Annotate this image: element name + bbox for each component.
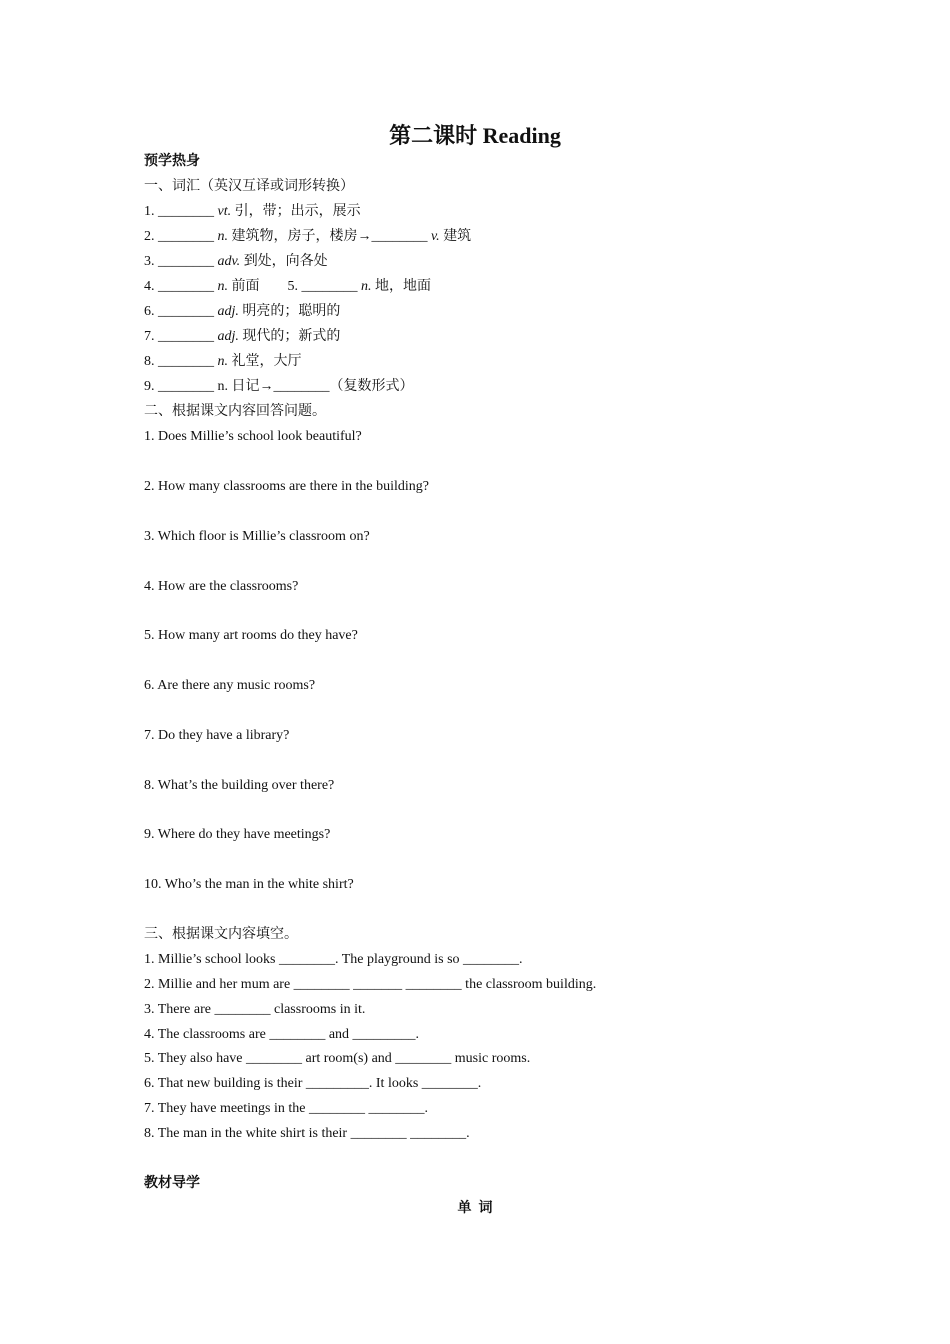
words-subheading: 单 词 (457, 1201, 493, 1216)
part1-heading: 一、词汇（英汉互译或词形转换） (144, 179, 354, 194)
vocab-item: 6. ________ adj. 明亮的；聪明的 (144, 304, 341, 319)
vocab-item: 1. ________ vt. 引，带；出示，展示 (144, 204, 361, 219)
fill-blank-item: 7. They have meetings in the ________ ________. (144, 1101, 428, 1116)
section-preview-heading: 预学热身 (144, 154, 200, 169)
fill-blank-item: 8. The man in the white shirt is their ________ ________. (144, 1126, 470, 1141)
vocab-item: 7. ________ adj. 现代的；新式的 (144, 329, 341, 344)
vocab-item: 3. ________ adv. 到处，向各处 (144, 254, 328, 269)
section-textbook-heading: 教材导学 (144, 1176, 200, 1191)
vocab-item: 8. ________ n. 礼堂，大厅 (144, 354, 302, 369)
fill-blank-item: 3. There are ________ classrooms in it. (144, 1002, 366, 1017)
fill-blank-item: 4. The classrooms are ________ and _________. (144, 1027, 420, 1042)
question-item: 4. How are the classrooms? (144, 579, 299, 594)
part2-heading: 二、根据课文内容回答问题。 (144, 404, 326, 419)
question-item: 3. Which floor is Millie’s classroom on? (144, 529, 370, 544)
vocab-item: 4. ________ n. 前面 5. ________ n. 地，地面 (144, 279, 431, 294)
question-item: 10. Who’s the man in the white shirt? (144, 877, 354, 892)
fill-blank-item: 2. Millie and her mum are ________ _______ ________ the classroom building. (144, 977, 597, 992)
fill-blank-item: 1. Millie’s school looks ________. The playground is so ________. (144, 952, 523, 967)
question-item: 7. Do they have a library? (144, 728, 290, 743)
page-title: 第二课时 Reading (389, 123, 561, 148)
question-item: 2. How many classrooms are there in the building? (144, 479, 429, 494)
question-item: 5. How many art rooms do they have? (144, 628, 358, 643)
fill-blank-item: 6. That new building is their _________. It looks ________. (144, 1076, 482, 1091)
question-item: 1. Does Millie’s school look beautiful? (144, 429, 362, 444)
fill-blank-item: 5. They also have ________ art room(s) and ________ music rooms. (144, 1051, 531, 1066)
vocab-item: 9. ________ n. 日记→________（复数形式） (144, 379, 414, 394)
part3-heading: 三、根据课文内容填空。 (144, 927, 298, 942)
vocab-item: 2. ________ n. 建筑物，房子，楼房→________ v. 建筑 (144, 229, 472, 244)
question-item: 9. Where do they have meetings? (144, 827, 331, 842)
question-item: 8. What’s the building over there? (144, 778, 335, 793)
question-item: 6. Are there any music rooms? (144, 678, 316, 693)
